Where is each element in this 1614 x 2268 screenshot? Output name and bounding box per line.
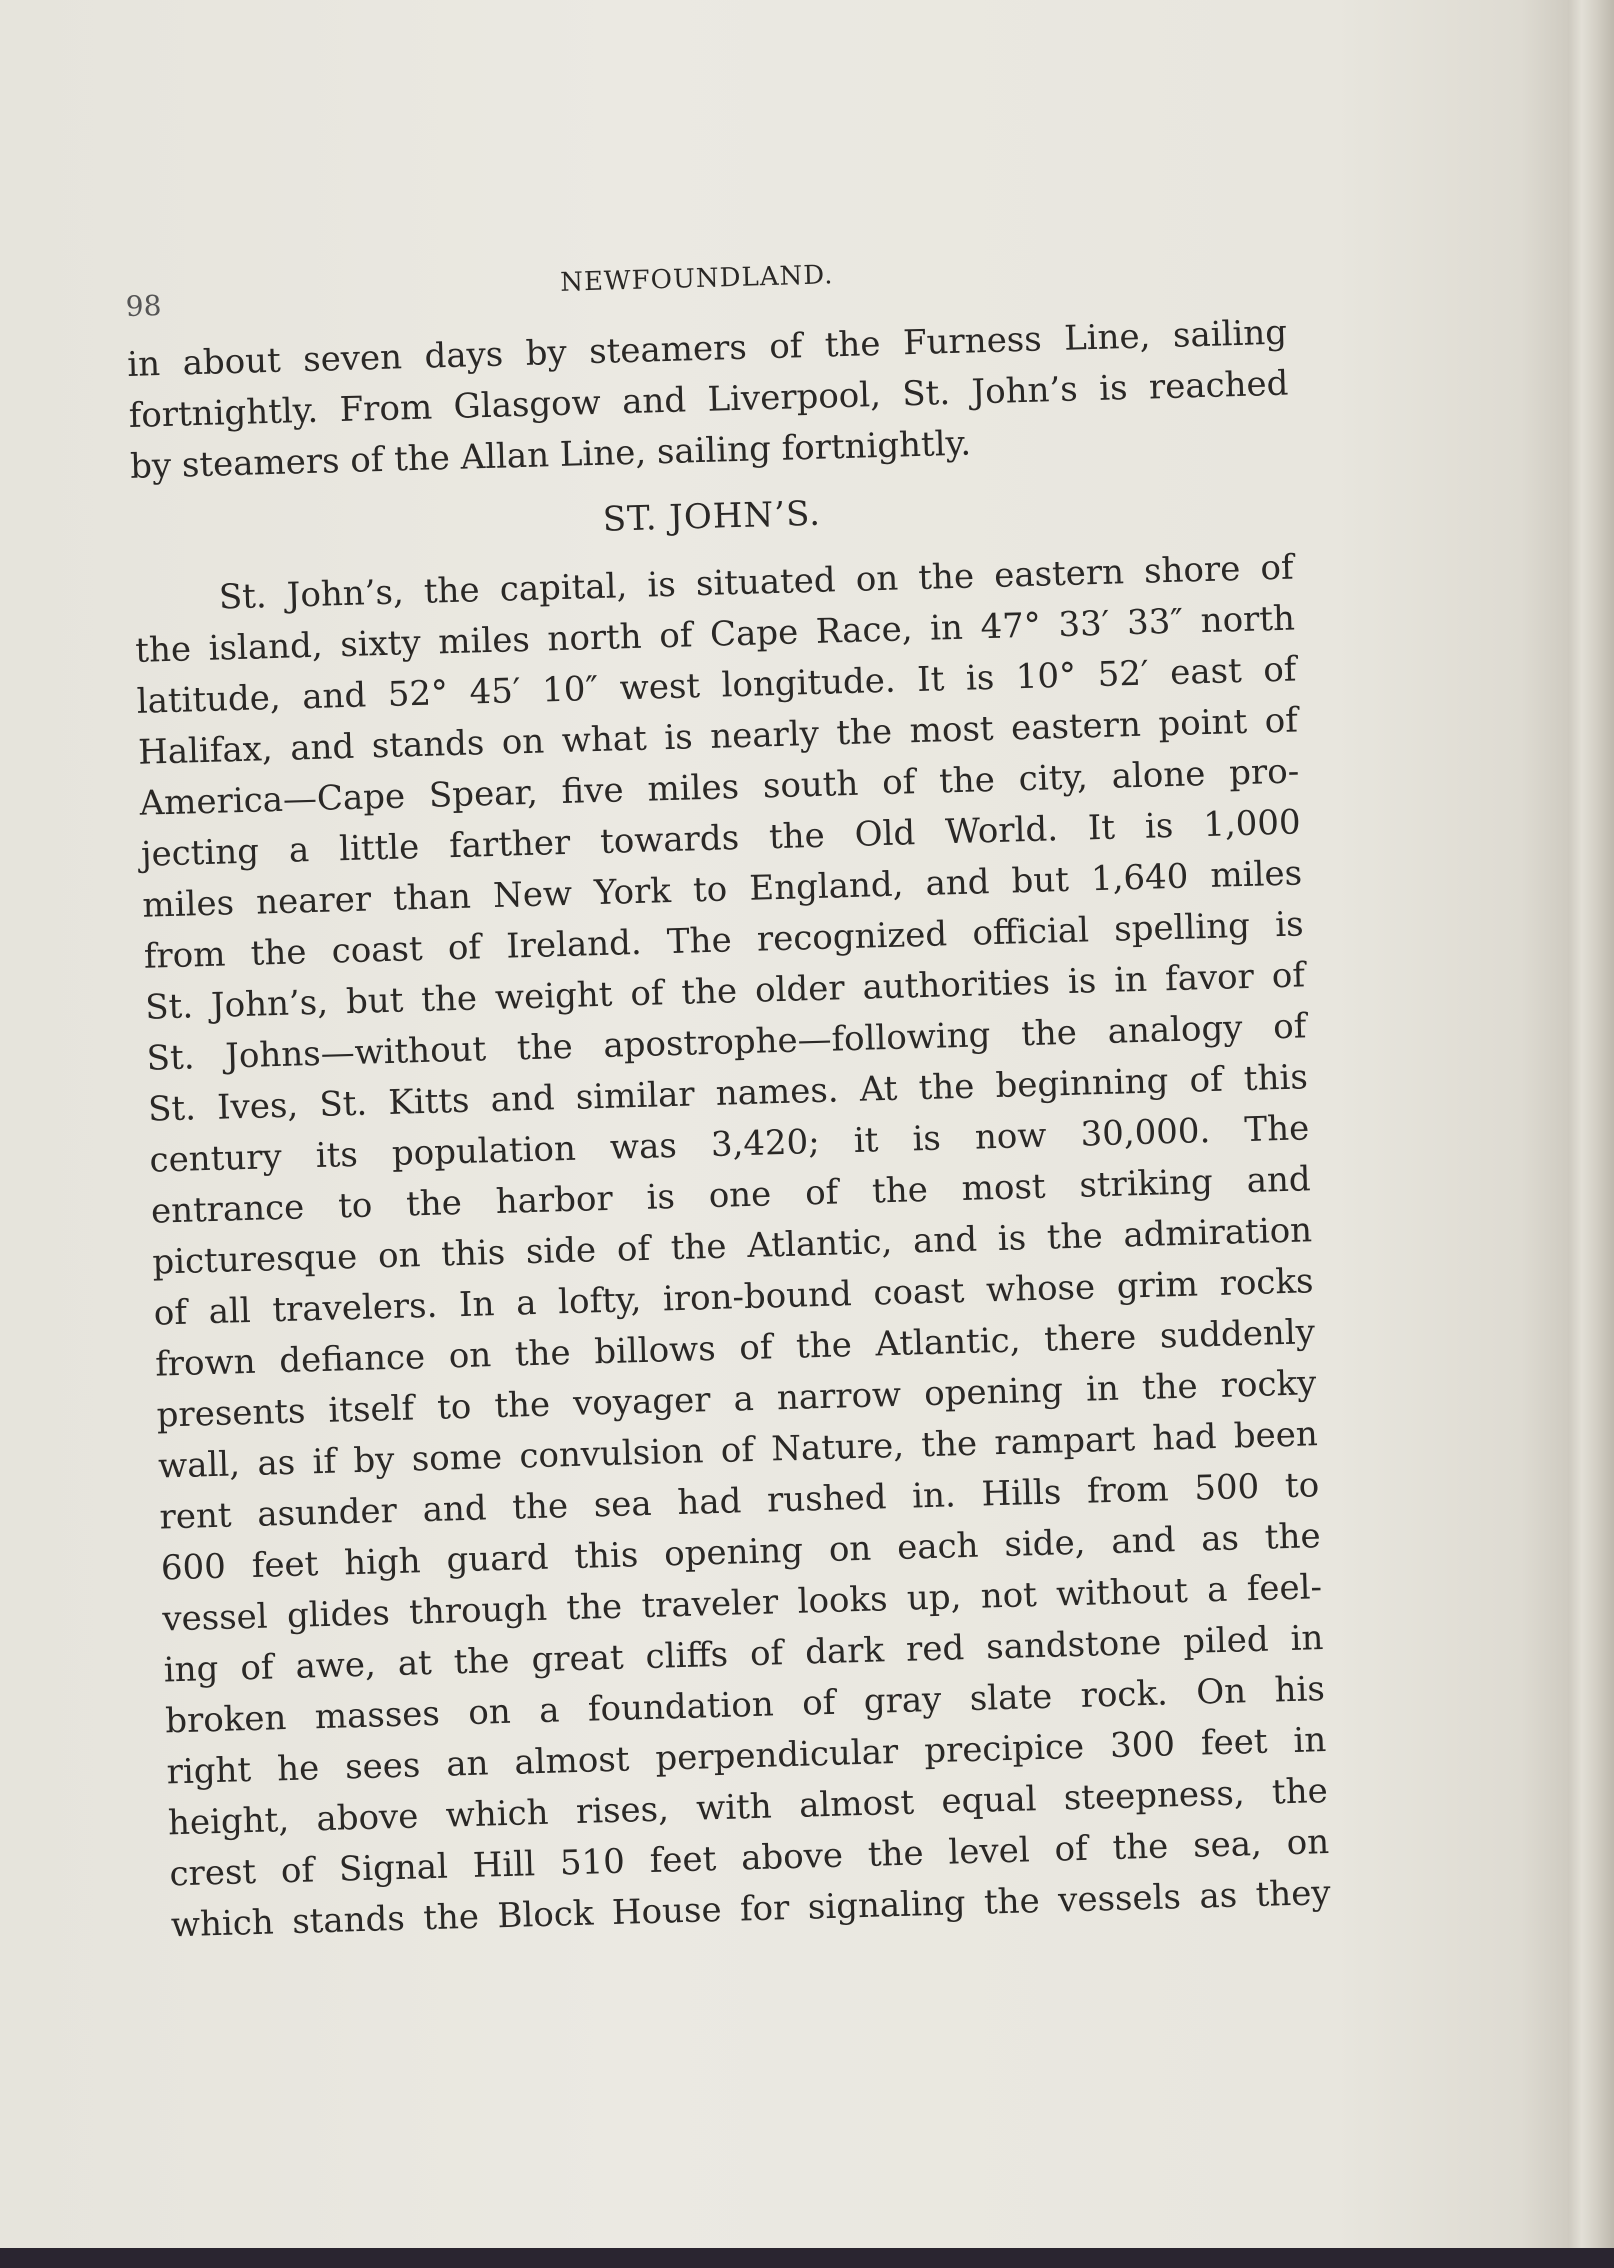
- text-line: broken masses on a foundation of gray slate rock. On his: [164, 1669, 1326, 1742]
- text-line: presents itself to the voyager a narrow opening in the rocky: [156, 1363, 1317, 1436]
- text-line: 600 feet high guard this opening on each side, and as the: [160, 1516, 1322, 1589]
- text-line: St. John’s, but the weight of the older authorities is in favor of: [144, 955, 1306, 1028]
- text-line: fortnightly. From Glasgow and Liverpool, St. John’s is reached: [128, 363, 1289, 436]
- text-line: St. John’s, the capital, is situated on the eastern shore of: [218, 547, 1295, 618]
- text-line: St. Ives, St. Kitts and similar names. At the beginning of this: [147, 1057, 1309, 1130]
- page-stack-edge: [1568, 0, 1614, 2248]
- text-line: Halifax, and stands on what is nearly the most eastern point of: [137, 700, 1299, 773]
- text-line: crest of Signal Hill 510 feet above the level of the sea, on: [168, 1821, 1330, 1895]
- intro-paragraph: [127, 308, 1291, 493]
- text-line: from the coast of Ireland. The recognized official spelling is: [143, 904, 1305, 977]
- text-line: right he sees an almost perpendicular precipice 300 feet in: [166, 1720, 1327, 1793]
- text-line: which stands the Block House for signaling the vessels as they: [170, 1872, 1332, 1946]
- text-line: height, above which rises, with almost equal steepness, the: [167, 1771, 1329, 1844]
- text-line: the island, sixty miles north of Cape Race, in 47° 33′ 33″ north: [134, 598, 1296, 671]
- text-line: rent asunder and the sea had rushed in. Hills from 500 to: [159, 1465, 1320, 1538]
- text-line: entrance to the harbor is one of the most striking and: [150, 1159, 1312, 1232]
- text-line: miles nearer than New York to England, and but 1,640 miles: [141, 853, 1303, 926]
- page-text-block: [125, 248, 1331, 1952]
- text-line: vessel glides through the traveler looks up, not without a feel-: [161, 1567, 1323, 1640]
- section-heading: ST. JOHN’S.: [602, 493, 822, 540]
- text-line: in about seven days by steamers of the Furness Line, sailing: [126, 312, 1288, 385]
- scan-background: [0, 2248, 1614, 2268]
- running-title: NEWFOUNDLAND.: [559, 260, 834, 298]
- text-line: frown defiance on the billows of the Atlantic, there suddenly: [154, 1312, 1316, 1385]
- text-line: jecting a little farther towards the Old World. It is 1,000: [140, 802, 1302, 875]
- text-line: of all travelers. In a lofty, iron-bound coast whose grim rocks: [153, 1261, 1314, 1334]
- text-line: wall, as if by some convulsion of Nature, the rampart had been: [157, 1414, 1319, 1487]
- text-line: century its population was 3,420; it is now 30,000. The: [149, 1108, 1310, 1181]
- text-line: latitude, and 52° 45′ 10″ west longitude. It is 10° 52′ east of: [136, 649, 1297, 722]
- text-line: St. Johns—without the apostrophe—following the analogy of: [146, 1006, 1307, 1079]
- page-number: 98: [125, 289, 162, 323]
- section-paragraph: [133, 542, 1331, 1951]
- text-line: picturesque on this side of the Atlantic, and is the admiration: [151, 1210, 1313, 1283]
- text-line: ing of awe, at the great cliffs of dark red sandstone piled in: [163, 1618, 1324, 1691]
- text-line: by steamers of the Allan Line, sailing fortnightly.: [129, 423, 972, 487]
- text-line: America—Cape Spear, five miles south of the city, alone pro-: [139, 751, 1300, 824]
